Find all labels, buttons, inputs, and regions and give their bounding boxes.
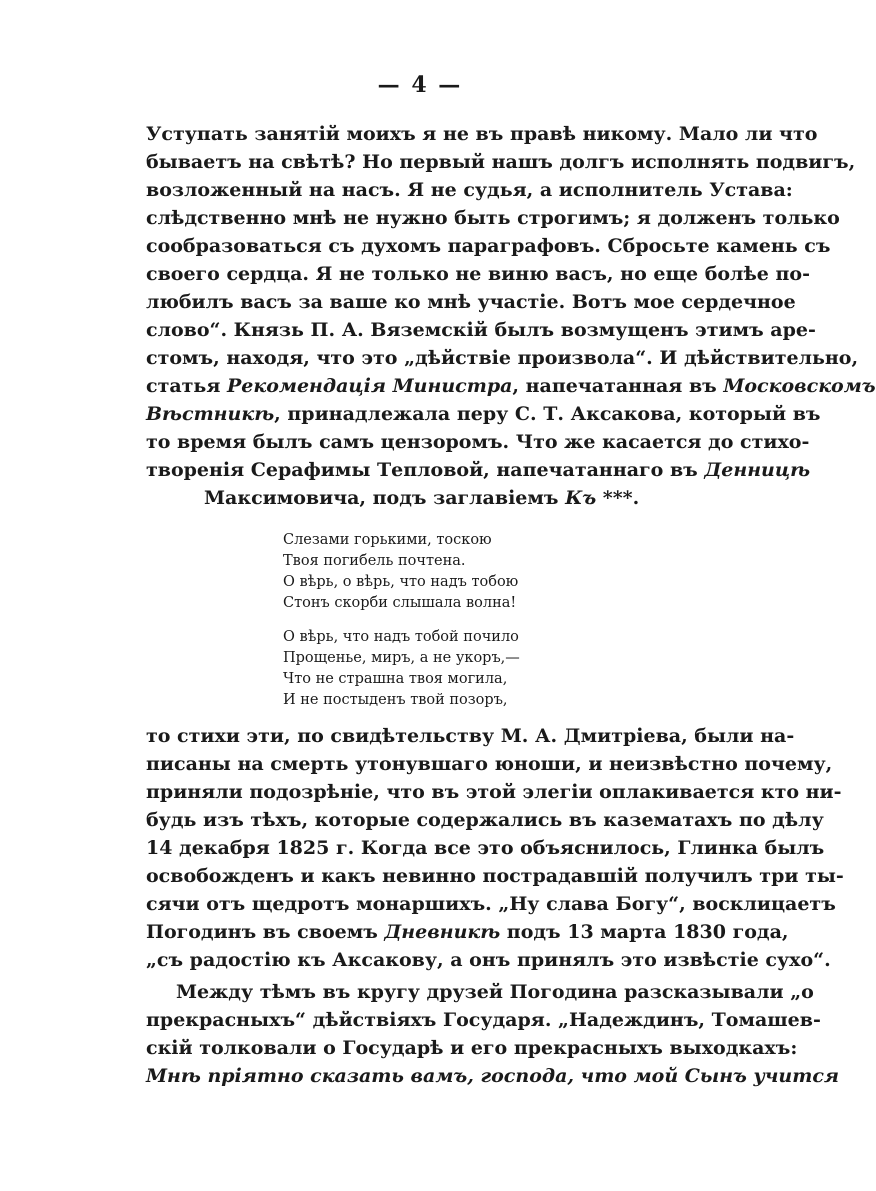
text-line: [146, 402, 821, 426]
text-span: Погодинъ въ своемъ: [146, 921, 385, 943]
page-number: — 4 —: [377, 72, 463, 98]
italic-title: Къ: [565, 487, 597, 509]
italic-title: Денницѣ: [704, 459, 811, 481]
text-line: [146, 920, 789, 944]
text-line: возложенный на насъ. Я не судья, а исполнитель Устава:: [146, 179, 793, 201]
text-line: то время былъ самъ цензоромъ. Что же касается до стихо-: [146, 431, 810, 453]
text-span: подъ 13 марта 1830 года,: [500, 921, 789, 943]
text-line: сячи отъ щедротъ монаршихъ. „Ну слава Богу“, восклицаетъ: [146, 893, 836, 915]
text-span: творенія Серафимы Тепловой, напечатаннаго въ: [146, 459, 705, 481]
text-line: прекрасныхъ“ дѣйствіяхъ Государя. „Надеждинъ, Томашев-: [146, 1009, 821, 1031]
text-line: бываетъ на свѣтѣ? Но первый нашъ долгъ исполнять подвигъ,: [146, 151, 856, 173]
text-line: [204, 486, 639, 510]
text-line: Уступать занятій моихъ я не въ правѣ никому. Мало ли что: [146, 123, 818, 145]
text-line: любилъ васъ за ваше ко мнѣ участіе. Вотъ мое сердечное: [146, 291, 796, 313]
text-line: стомъ, находя, что это „дѣйствіе произвола“. И дѣйствительно,: [146, 347, 859, 369]
verse-line: Прощенье, миръ, а не укоръ,—: [283, 650, 520, 666]
italic-title: Дневникѣ: [384, 921, 501, 943]
text-line: слово“. Князь П. А. Вяземскій былъ возмущенъ этимъ аре-: [146, 319, 816, 341]
text-line: Мнѣ пріятно сказать вамъ, господа, что мой Сынъ учится: [146, 1065, 840, 1087]
italic-title: Московскомъ: [723, 375, 876, 397]
text-line: освобожденъ и какъ невинно пострадавшій получилъ три ты-: [146, 865, 844, 887]
text-line: [146, 458, 811, 482]
text-line: „съ радостію къ Аксакову, а онъ принялъ это извѣстіе сухо“.: [146, 949, 831, 971]
text-span: ***.: [596, 487, 640, 509]
verse-line: И не постыденъ твой позоръ,: [283, 692, 508, 708]
text-line: 14 декабря 1825 г. Когда все это объяснилось, Глинка былъ: [146, 837, 825, 859]
text-line: писаны на смерть утонувшаго юноши, и неизвѣстно почему,: [146, 753, 833, 775]
text-line: приняли подозрѣніе, что въ этой элегіи оплакивается кто ни-: [146, 781, 842, 803]
text-line: Между тѣмъ въ кругу друзей Погодина разсказывали „о: [176, 981, 814, 1003]
text-line: сообразоваться съ духомъ параграфовъ. Сбросьте камень съ: [146, 235, 831, 257]
text-line: слѣдственно мнѣ не нужно быть строгимъ; я долженъ только: [146, 207, 840, 229]
text-span: , принадлежала перу С. Т. Аксакова, который въ: [274, 403, 821, 425]
text-line: то стихи эти, по свидѣтельству М. А. Дмитріева, были на-: [146, 725, 795, 747]
italic-title: Рекомендація Министра: [226, 375, 513, 397]
text-line: будь изъ тѣхъ, которые содержались въ казематахъ по дѣлу: [146, 809, 824, 831]
verse-line: О вѣрь, что надъ тобой почило: [283, 629, 519, 645]
text-span: Максимовича, подъ заглавіемъ: [204, 487, 566, 509]
verse-line: Твоя погибель почтена.: [283, 553, 466, 569]
italic-title: Вѣстникѣ: [146, 403, 275, 425]
text-line: своего сердца. Я не только не виню васъ, но еще болѣе по-: [146, 263, 810, 285]
text-span: , напечатанная въ: [512, 375, 724, 397]
verse-line: Стонъ скорби слышала волна!: [283, 595, 517, 611]
text-span: статья: [146, 375, 227, 397]
verse-line: Что не страшна твоя могила,: [283, 671, 508, 687]
text-line: скій толковали о Государѣ и его прекрасныхъ выходкахъ:: [146, 1037, 798, 1059]
text-line: [146, 374, 876, 398]
verse-line: О вѣрь, о вѣрь, что надъ тобою: [283, 574, 519, 590]
verse-line: Слезами горькими, тоскою: [283, 532, 492, 548]
